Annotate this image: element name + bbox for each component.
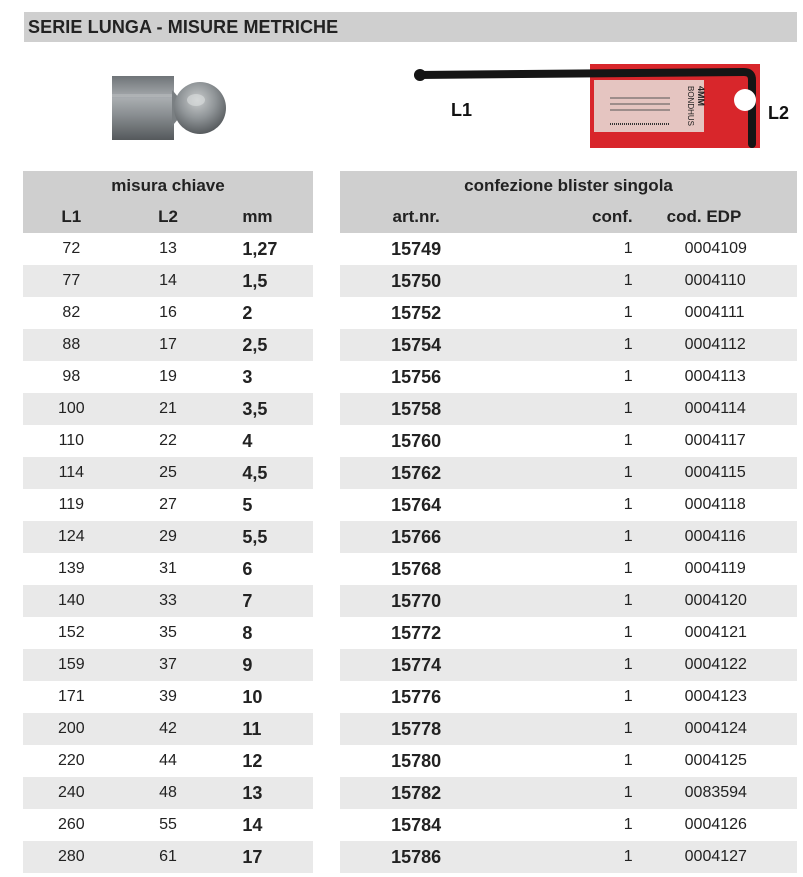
cell-cod-edp: 0004116 — [645, 521, 797, 553]
cell-cod-edp: 0004121 — [645, 617, 797, 649]
table-row — [23, 553, 313, 585]
cell-mm: 2 — [216, 297, 313, 329]
cell-cod-edp: 0004117 — [645, 425, 797, 457]
cell-l1: 88 — [23, 329, 120, 361]
cell-cod-edp: 0004122 — [645, 649, 797, 681]
group-header-confezione: confezione blister singola — [340, 171, 797, 200]
cell-conf: 1 — [492, 425, 644, 457]
cell-art-nr: 15766 — [340, 521, 492, 553]
cell-mm: 12 — [216, 745, 313, 777]
cell-art-nr: 15776 — [340, 681, 492, 713]
cell-mm: 10 — [216, 681, 313, 713]
cell-conf: 1 — [492, 649, 644, 681]
cell-conf: 1 — [492, 777, 644, 809]
cell-l2: 61 — [120, 841, 217, 873]
cell-mm: 11 — [216, 713, 313, 745]
cell-mm: 14 — [216, 809, 313, 841]
cell-l1: 220 — [23, 745, 120, 777]
cell-art-nr: 15762 — [340, 457, 492, 489]
cell-l2: 14 — [120, 265, 217, 297]
cell-art-nr: 15770 — [340, 585, 492, 617]
table-row — [340, 489, 797, 521]
cell-l1: 100 — [23, 393, 120, 425]
table-row — [340, 521, 797, 553]
cell-l1: 139 — [23, 553, 120, 585]
cell-conf: 1 — [492, 233, 644, 265]
cell-conf: 1 — [492, 681, 644, 713]
cell-l2: 35 — [120, 617, 217, 649]
cell-cod-edp: 0004124 — [645, 713, 797, 745]
cell-l2: 44 — [120, 745, 217, 777]
table-row — [23, 617, 313, 649]
cell-mm: 17 — [216, 841, 313, 873]
table-row — [23, 841, 313, 873]
cell-l1: 114 — [23, 457, 120, 489]
cell-art-nr: 15778 — [340, 713, 492, 745]
cell-conf: 1 — [492, 553, 644, 585]
table-row — [23, 297, 313, 329]
ball-end-illustration — [112, 74, 226, 142]
package-size-text: 4MM — [696, 86, 706, 106]
table-row — [340, 425, 797, 457]
cell-conf: 1 — [492, 745, 644, 777]
cell-cod-edp: 0004113 — [645, 361, 797, 393]
cell-l1: 124 — [23, 521, 120, 553]
cell-l1: 82 — [23, 297, 120, 329]
cell-l2: 19 — [120, 361, 217, 393]
cell-art-nr: 15750 — [340, 265, 492, 297]
cell-l1: 159 — [23, 649, 120, 681]
table-row — [23, 713, 313, 745]
table-row — [340, 297, 797, 329]
cell-art-nr: 15786 — [340, 841, 492, 873]
table-row — [340, 457, 797, 489]
cell-l2: 37 — [120, 649, 217, 681]
cell-cod-edp: 0004120 — [645, 585, 797, 617]
cell-l1: 260 — [23, 809, 120, 841]
cell-art-nr: 15780 — [340, 745, 492, 777]
cell-conf: 1 — [492, 713, 644, 745]
cell-art-nr: 15764 — [340, 489, 492, 521]
cell-l1: 171 — [23, 681, 120, 713]
cell-conf: 1 — [492, 841, 644, 873]
cell-l1: 280 — [23, 841, 120, 873]
cell-l2: 21 — [120, 393, 217, 425]
cell-mm: 6 — [216, 553, 313, 585]
cell-cod-edp: 0004125 — [645, 745, 797, 777]
blister-table — [340, 171, 797, 873]
table-row — [340, 713, 797, 745]
cell-conf: 1 — [492, 361, 644, 393]
cell-l1: 240 — [23, 777, 120, 809]
table-row — [340, 809, 797, 841]
cell-mm: 1,5 — [216, 265, 313, 297]
table-row — [340, 617, 797, 649]
cell-l1: 110 — [23, 425, 120, 457]
cell-cod-edp: 0004115 — [645, 457, 797, 489]
cell-cod-edp: 0083594 — [645, 777, 797, 809]
cell-cod-edp: 0004112 — [645, 329, 797, 361]
cell-l2: 22 — [120, 425, 217, 457]
table-row — [23, 425, 313, 457]
cell-cod-edp: 0004118 — [645, 489, 797, 521]
table-row — [23, 361, 313, 393]
col-header-l1: L1 — [23, 200, 120, 233]
table-row — [340, 585, 797, 617]
group-header-misura-chiave: misura chiave — [23, 171, 313, 200]
cell-l2: 55 — [120, 809, 217, 841]
cell-conf: 1 — [492, 585, 644, 617]
cell-l1: 77 — [23, 265, 120, 297]
cell-l2: 17 — [120, 329, 217, 361]
cell-art-nr: 15768 — [340, 553, 492, 585]
table-row — [23, 745, 313, 777]
cell-cod-edp: 0004109 — [645, 233, 797, 265]
title-bar — [24, 12, 797, 42]
table-row — [340, 233, 797, 265]
table-row — [340, 553, 797, 585]
cell-art-nr: 15754 — [340, 329, 492, 361]
cell-conf: 1 — [492, 617, 644, 649]
cell-l2: 16 — [120, 297, 217, 329]
cell-l1: 72 — [23, 233, 120, 265]
table-row — [23, 809, 313, 841]
label-l1: L1 — [451, 100, 473, 120]
cell-l2: 31 — [120, 553, 217, 585]
table-row — [23, 457, 313, 489]
cell-cod-edp: 0004114 — [645, 393, 797, 425]
table-row — [23, 265, 313, 297]
cell-mm: 3 — [216, 361, 313, 393]
table-row — [23, 777, 313, 809]
cell-conf: 1 — [492, 329, 644, 361]
table-row — [340, 361, 797, 393]
table-row — [23, 649, 313, 681]
cell-mm: 7 — [216, 585, 313, 617]
table-row — [23, 521, 313, 553]
cell-mm: 13 — [216, 777, 313, 809]
cell-art-nr: 15784 — [340, 809, 492, 841]
package-brand-text: BONDHUS — [686, 86, 695, 127]
cell-art-nr: 15772 — [340, 617, 492, 649]
cell-l1: 140 — [23, 585, 120, 617]
cell-conf: 1 — [492, 265, 644, 297]
cell-mm: 8 — [216, 617, 313, 649]
cell-l2: 25 — [120, 457, 217, 489]
cell-art-nr: 15752 — [340, 297, 492, 329]
table-row — [340, 745, 797, 777]
cell-mm: 4,5 — [216, 457, 313, 489]
cell-l2: 33 — [120, 585, 217, 617]
cell-mm: 5,5 — [216, 521, 313, 553]
col-header-cod-edp: cod. EDP — [645, 200, 797, 233]
label-l2: L2 — [768, 103, 790, 123]
cell-mm: 3,5 — [216, 393, 313, 425]
table-row — [23, 393, 313, 425]
cell-l1: 119 — [23, 489, 120, 521]
cell-cod-edp: 0004110 — [645, 265, 797, 297]
cell-l1: 200 — [23, 713, 120, 745]
cell-art-nr: 15774 — [340, 649, 492, 681]
cell-conf: 1 — [492, 297, 644, 329]
key-size-table — [23, 171, 313, 873]
cell-mm: 1,27 — [216, 233, 313, 265]
col-header-conf: conf. — [492, 200, 644, 233]
table-row — [340, 393, 797, 425]
table-row — [340, 841, 797, 873]
table-row — [340, 681, 797, 713]
cell-l1: 152 — [23, 617, 120, 649]
cell-art-nr: 15782 — [340, 777, 492, 809]
cell-l1: 98 — [23, 361, 120, 393]
cell-mm: 2,5 — [216, 329, 313, 361]
cell-l2: 29 — [120, 521, 217, 553]
table-row — [23, 585, 313, 617]
col-header-l2: L2 — [120, 200, 217, 233]
table-row — [340, 265, 797, 297]
table-row — [23, 329, 313, 361]
col-header-mm: mm — [216, 200, 313, 233]
cell-cod-edp: 0004127 — [645, 841, 797, 873]
page-title: SERIE LUNGA - MISURE METRICHE — [28, 17, 339, 37]
cell-art-nr: 15749 — [340, 233, 492, 265]
table-row — [23, 233, 313, 265]
cell-l2: 48 — [120, 777, 217, 809]
cell-conf: 1 — [492, 489, 644, 521]
cell-conf: 1 — [492, 393, 644, 425]
cell-conf: 1 — [492, 521, 644, 553]
cell-mm: 4 — [216, 425, 313, 457]
cell-l2: 39 — [120, 681, 217, 713]
cell-art-nr: 15758 — [340, 393, 492, 425]
table-row — [340, 329, 797, 361]
cell-cod-edp: 0004126 — [645, 809, 797, 841]
cell-l2: 42 — [120, 713, 217, 745]
col-header-art-nr: art.nr. — [340, 200, 492, 233]
cell-mm: 9 — [216, 649, 313, 681]
cell-conf: 1 — [492, 457, 644, 489]
table-row — [23, 489, 313, 521]
cell-art-nr: 15760 — [340, 425, 492, 457]
table-row — [340, 777, 797, 809]
cell-cod-edp: 0004119 — [645, 553, 797, 585]
cell-cod-edp: 0004111 — [645, 297, 797, 329]
cell-art-nr: 15756 — [340, 361, 492, 393]
cell-conf: 1 — [492, 809, 644, 841]
table-row — [23, 681, 313, 713]
cell-l2: 13 — [120, 233, 217, 265]
table-row — [340, 649, 797, 681]
cell-cod-edp: 0004123 — [645, 681, 797, 713]
cell-l2: 27 — [120, 489, 217, 521]
cell-mm: 5 — [216, 489, 313, 521]
